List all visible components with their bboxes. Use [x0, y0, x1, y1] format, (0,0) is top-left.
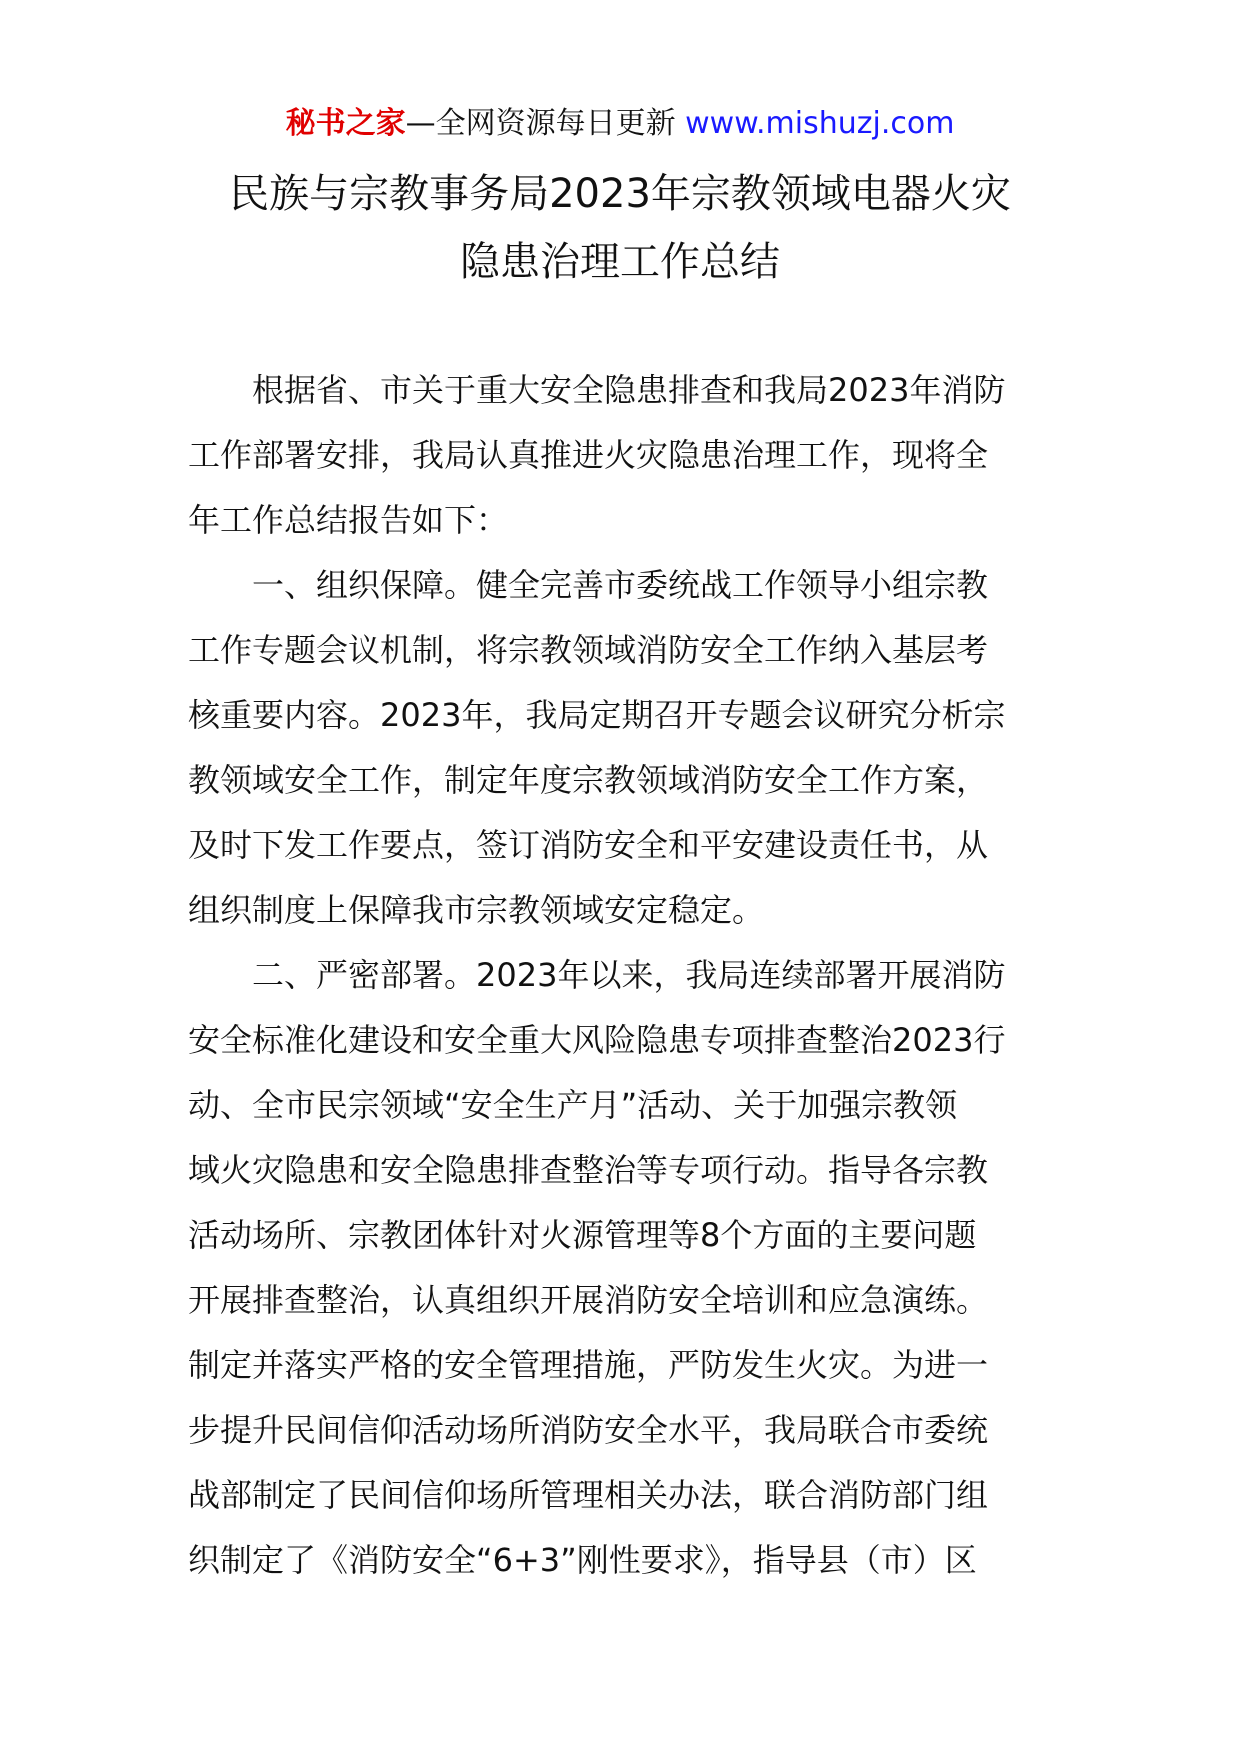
paragraph-line: 域火灾隐患和安全隐患排查整治等专项行动。指导各宗教 [188, 1151, 989, 1189]
paragraph-line: 活动场所、宗教团体针对火源管理等8个方面的主要问题 [188, 1216, 977, 1254]
paragraph-section-1 [188, 553, 1060, 943]
document-body [188, 358, 1060, 1593]
paragraph-line: 教领域安全工作，制定年度宗教领域消防安全工作方案， [188, 761, 989, 799]
paragraph-line: 工作专题会议机制，将宗教领域消防安全工作纳入基层考 [188, 631, 989, 669]
brand-slogan: —全网资源每日更新 [405, 106, 676, 141]
brand-name: 秘书之家 [285, 106, 406, 141]
paragraph-line: 动、全市民宗领域“安全生产月”活动、关于加强宗教领 [188, 1086, 958, 1124]
document-title [0, 160, 1240, 296]
watermark-header [0, 102, 1240, 146]
paragraph-line: 工作部署安排，我局认真推进火灾隐患治理工作，现将全 [188, 436, 989, 474]
paragraph-intro [188, 358, 1060, 553]
paragraph-line: 开展排查整治，认真组织开展消防安全培训和应急演练。 [188, 1281, 989, 1319]
paragraph-line: 组织制度上保障我市宗教领域安定稳定。 [188, 891, 765, 929]
paragraph-line: 及时下发工作要点，签订消防安全和平安建设责任书，从 [188, 826, 989, 864]
paragraph-line: 步提升民间信仰活动场所消防安全水平，我局联合市委统 [188, 1411, 989, 1449]
paragraph-line: 核重要内容。2023年，我局定期召开专题会议研究分析宗 [188, 696, 1006, 734]
paragraph-line: 战部制定了民间信仰场所管理相关办法，联合消防部门组 [188, 1476, 989, 1514]
paragraph-line: 根据省、市关于重大安全隐患排查和我局2023年消防 [252, 371, 1006, 409]
brand-url-link[interactable]: www.mishuzj.com [685, 106, 955, 141]
paragraph-line: 一、组织保障。健全完善市委统战工作领导小组宗教 [252, 566, 989, 604]
title-line-1: 民族与宗教事务局2023年宗教领域电器火灾 [229, 171, 1011, 217]
paragraph-line: 织制定了《消防安全“6+3”刚性要求》，指导县（市）区 [188, 1541, 977, 1579]
paragraph-line: 制定并落实严格的安全管理措施，严防发生火灾。为进一 [188, 1346, 989, 1384]
paragraph-line: 安全标准化建设和安全重大风险隐患专项排查整治2023行 [188, 1021, 1006, 1059]
paragraph-line: 二、严密部署。2023年以来，我局连续部署开展消防 [252, 956, 1006, 994]
title-line-2: 隐患治理工作总结 [460, 239, 780, 285]
paragraph-line: 年工作总结报告如下： [188, 501, 509, 539]
paragraph-section-2 [188, 943, 1060, 1593]
